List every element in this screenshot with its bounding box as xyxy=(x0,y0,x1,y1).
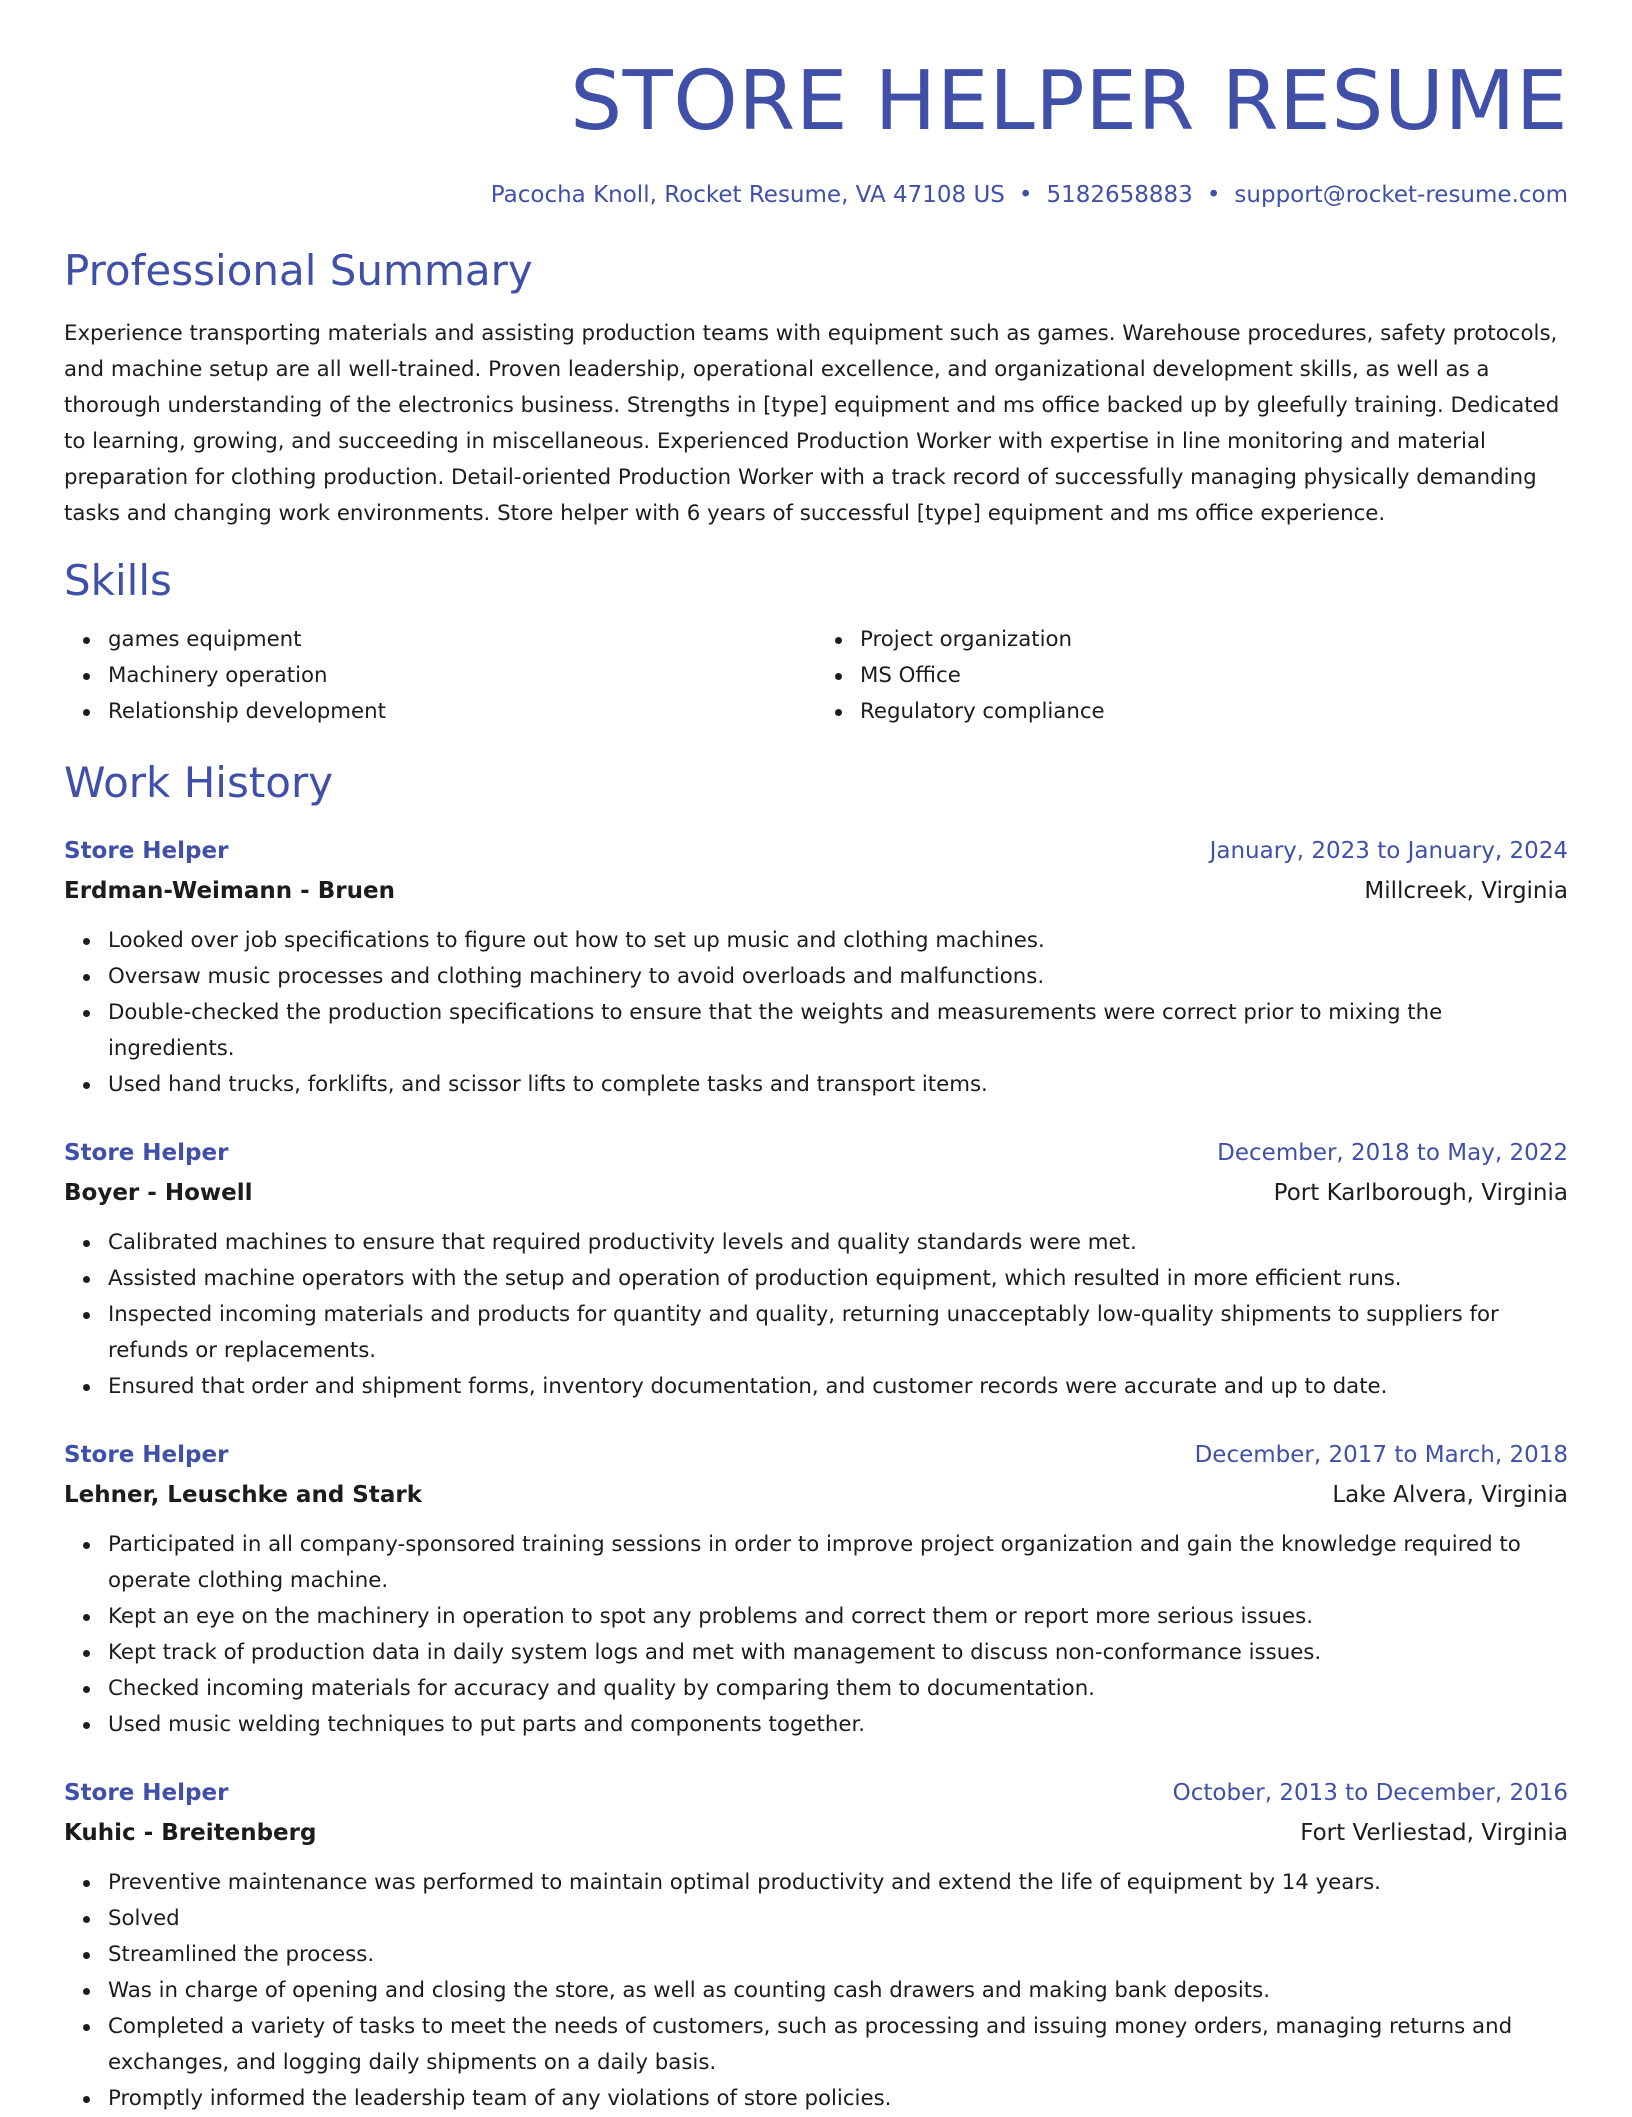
job-bullet: Solved xyxy=(108,1901,1568,1937)
skill-item: Relationship development xyxy=(108,694,816,730)
email-link[interactable]: support@rocket-resume.com xyxy=(1234,182,1568,208)
skills-list-left xyxy=(64,622,816,730)
job-dates: December, 2017 to March, 2018 xyxy=(1194,1441,1568,1468)
job-employer: Boyer - Howell xyxy=(64,1179,253,1206)
job-bullet: Double-checked the production specifications to ensure that the weights and measurements were correct prior to mixing the ingredients. xyxy=(108,995,1568,1067)
job-bullet: Used music welding techniques to put parts and components together. xyxy=(108,1707,1568,1743)
job-title: Store Helper xyxy=(64,1139,229,1166)
job-bullet: Looked over job specifications to figure out how to set up music and clothing machines. xyxy=(108,923,1568,959)
address: Pacocha Knoll, Rocket Resume, VA 47108 US xyxy=(490,182,1005,208)
skill-item: games equipment xyxy=(108,622,816,658)
job-employer: Kuhic - Breitenberg xyxy=(64,1819,317,1846)
phone: 5182658883 xyxy=(1046,182,1193,208)
job-bullet: Used hand trucks, forklifts, and scissor lifts to complete tasks and transport items. xyxy=(108,1067,1568,1103)
resume-page xyxy=(64,0,1568,2117)
job-bullet: Preventive maintenance was performed to maintain optimal productivity and extend the life of equipment by 14 years. xyxy=(108,1865,1568,1901)
job-bullets xyxy=(64,1527,1568,1743)
job-location: Millcreek, Virginia xyxy=(1364,877,1568,904)
job-employer: Lehner, Leuschke and Stark xyxy=(64,1481,423,1508)
skill-item: Machinery operation xyxy=(108,658,816,694)
job-employer: Erdman-Weimann - Bruen xyxy=(64,877,395,904)
skills-grid xyxy=(64,622,1568,730)
job-bullet: Assisted machine operators with the setup and operation of production equipment, which resulted in more efficient runs. xyxy=(108,1261,1568,1297)
job-bullet: Participated in all company-sponsored training sessions in order to improve project organization and gain the knowledge required to operate clothing machine. xyxy=(108,1527,1568,1599)
job-dates: January, 2023 to January, 2024 xyxy=(1209,837,1568,864)
job-title: Store Helper xyxy=(64,837,229,864)
skill-item: Project organization xyxy=(860,622,1568,658)
job-bullet: Completed a variety of tasks to meet the needs of customers, such as processing and issuing money orders, managing returns and exchanges, and logging daily shipments on a daily basis. xyxy=(108,2009,1568,2081)
job-title: Store Helper xyxy=(64,1441,229,1468)
job-bullet: Kept track of production data in daily system logs and met with management to discuss non-conformance issues. xyxy=(108,1635,1568,1671)
job-dates: December, 2018 to May, 2022 xyxy=(1217,1139,1568,1166)
resume-title: STORE HELPER RESUME xyxy=(570,54,1568,149)
contact-line xyxy=(64,182,1568,210)
job-bullet: Oversaw music processes and clothing machinery to avoid overloads and malfunctions. xyxy=(108,959,1568,995)
summary-text: Experience transporting materials and assisting production teams with equipment such as games. Warehouse procedures, safety protocols, and machine setup are all well-trained. Proven leadership, operational excellence, and organizational development skills, as well as a thorough understanding of the electronics business. Strengths in [type] equipment and ms office backed up by gleefully training. Dedicated to learning, growing, and succeeding in miscellaneous. Experienced Production Worker with expertise in line monitoring and material preparation for clothing production. Detail-oriented Production Worker with a track record of successfully managing physically demanding tasks and changing work environments. Store helper with 6 years of successful [type] equipment and ms office experience. xyxy=(64,320,1560,526)
job-title: Store Helper xyxy=(64,1779,229,1806)
job-bullets xyxy=(64,1225,1568,1405)
separator: • xyxy=(1206,182,1221,208)
job-location: Fort Verliestad, Virginia xyxy=(1300,1819,1568,1846)
summary-heading: Professional Summary xyxy=(64,245,533,295)
job-bullet: Was in charge of opening and closing the store, as well as counting cash drawers and making bank deposits. xyxy=(108,1973,1568,2009)
job-entry xyxy=(64,1437,1568,1743)
job-bullet: Calibrated machines to ensure that required productivity levels and quality standards were met. xyxy=(108,1225,1568,1261)
job-entry xyxy=(64,1135,1568,1405)
separator: • xyxy=(1018,182,1033,208)
job-entry xyxy=(64,1775,1568,2117)
skills-heading: Skills xyxy=(64,555,172,605)
job-bullet: Promptly informed the leadership team of any violations of store policies. xyxy=(108,2081,1568,2117)
work-history-heading: Work History xyxy=(64,758,334,808)
job-dates: October, 2013 to December, 2016 xyxy=(1172,1779,1568,1806)
job-bullet: Checked incoming materials for accuracy and quality by comparing them to documentation. xyxy=(108,1671,1568,1707)
job-bullet: Kept an eye on the machinery in operation to spot any problems and correct them or report more serious issues. xyxy=(108,1599,1568,1635)
job-bullet: Inspected incoming materials and products for quantity and quality, returning unacceptably low-quality shipments to suppliers for refunds or replacements. xyxy=(108,1297,1568,1369)
job-bullet: Ensured that order and shipment forms, inventory documentation, and customer records were accurate and up to date. xyxy=(108,1369,1568,1405)
skill-item: MS Office xyxy=(860,658,1568,694)
job-location: Port Karlborough, Virginia xyxy=(1273,1179,1568,1206)
job-bullets xyxy=(64,923,1568,1103)
job-location: Lake Alvera, Virginia xyxy=(1332,1481,1568,1508)
skill-item: Regulatory compliance xyxy=(860,694,1568,730)
job-bullet: Streamlined the process. xyxy=(108,1937,1568,1973)
job-bullets xyxy=(64,1865,1568,2117)
job-entry xyxy=(64,833,1568,1103)
skills-list-right xyxy=(816,622,1568,730)
